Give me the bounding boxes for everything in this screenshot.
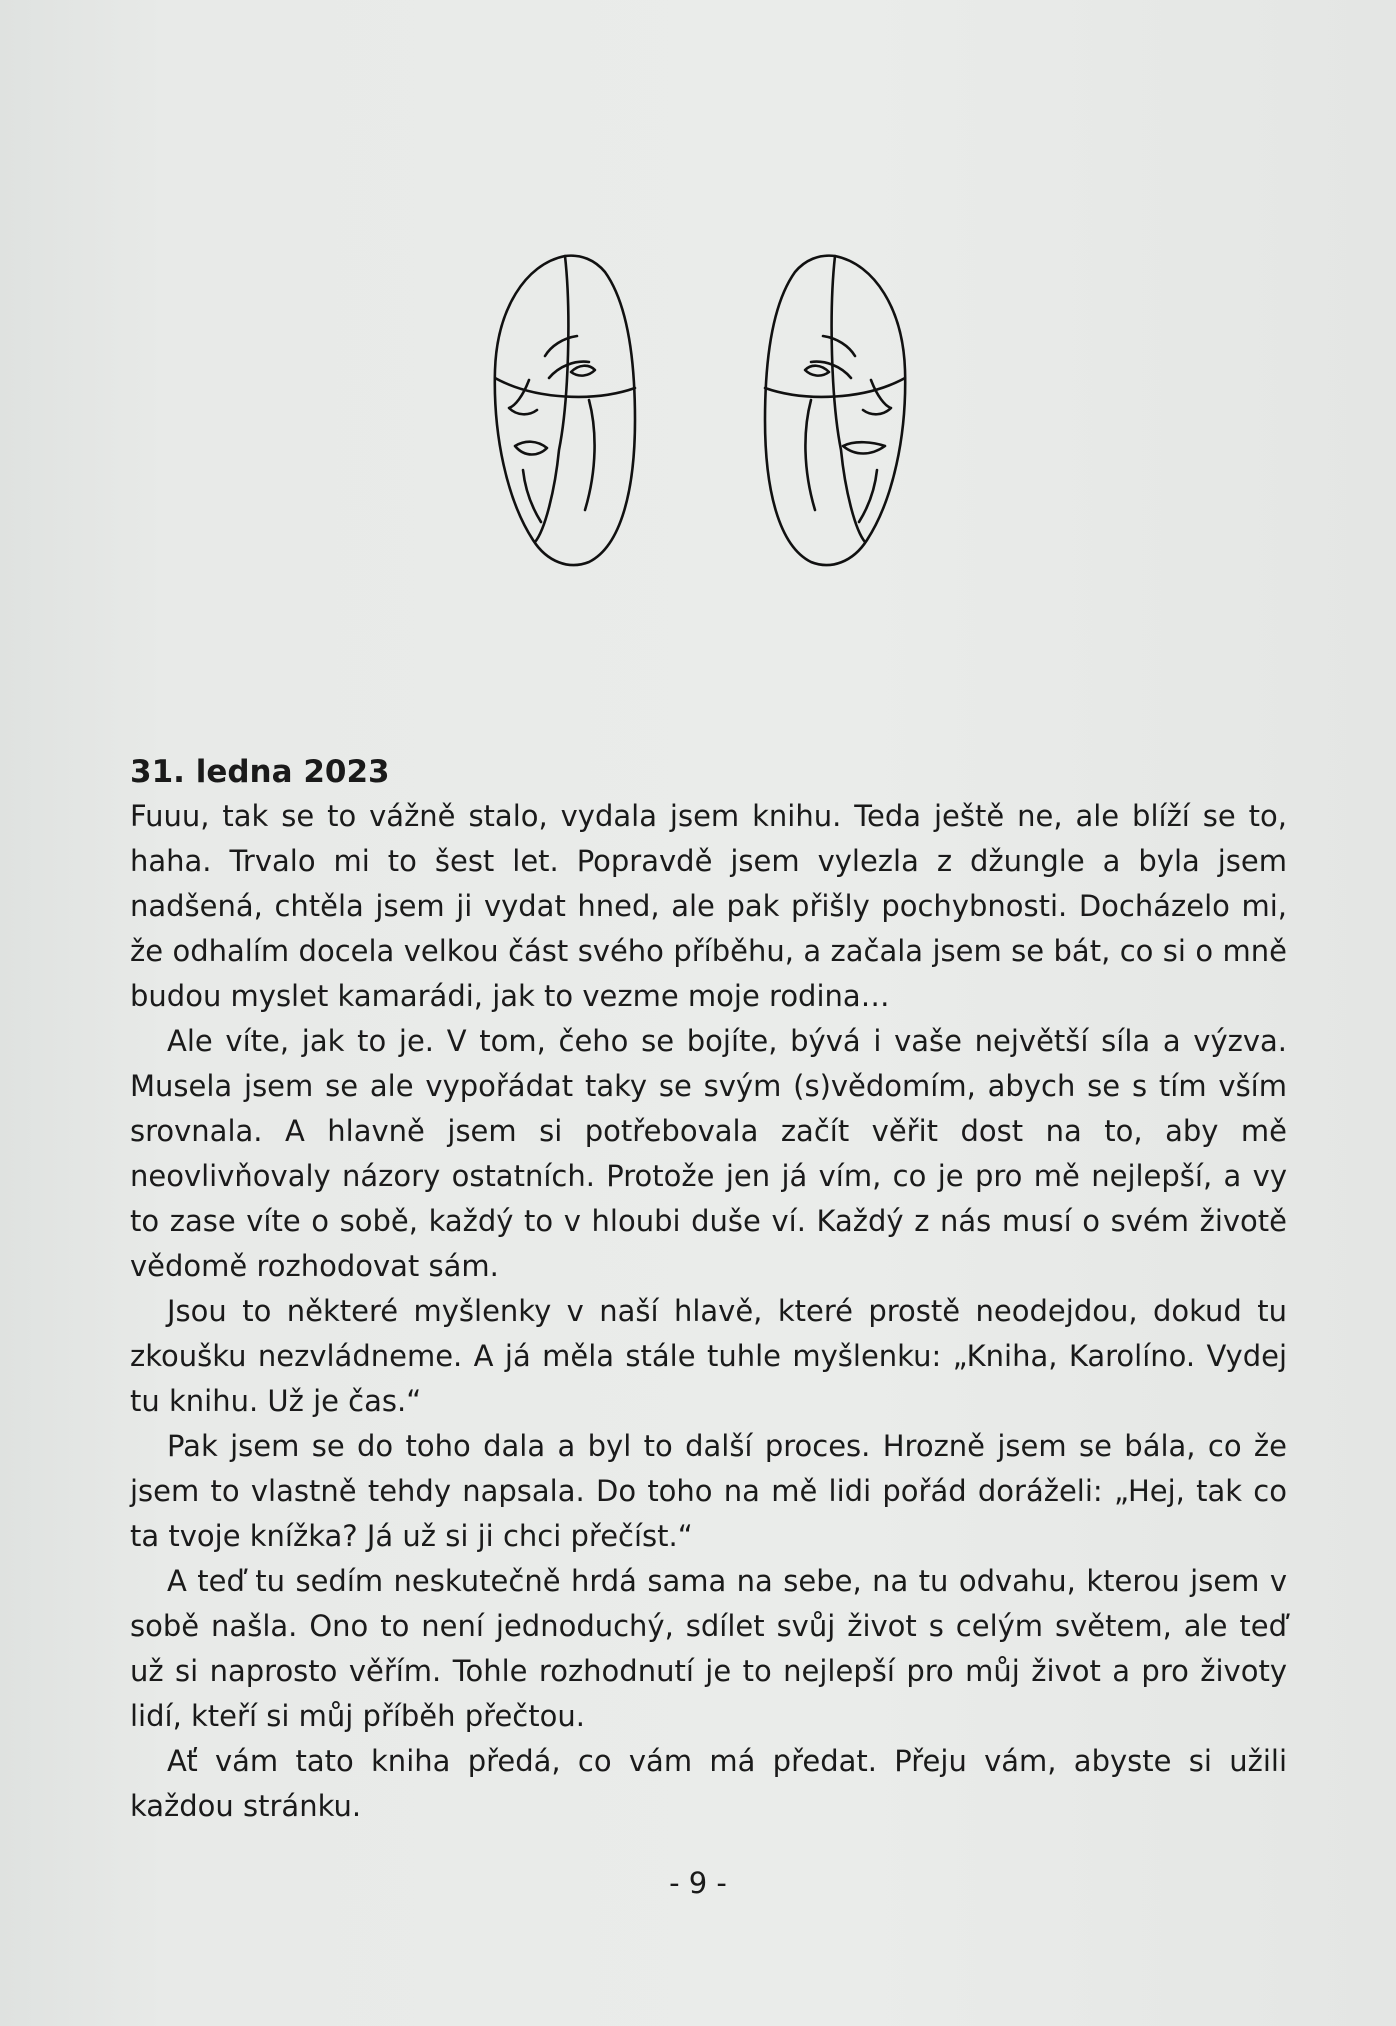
two-masks-icon (485, 250, 945, 580)
sad-mask-icon (495, 256, 635, 565)
paragraph-4: Pak jsem se do toho dala a byl to další proces. Hrozně jsem se bála, co že jsem to vlastně tehdy napsala. Do toho na mě lidi pořád doráželi: „Hej, tak co ta tvoje knížka? Já už si ji chci přečíst.“ (130, 1429, 1287, 1553)
diary-entry (130, 750, 1287, 1829)
paragraph-2: Ale víte, jak to je. V tom, čeho se bojíte, bývá i vaše největší síla a výzva. Musela jsem se ale vypořádat taky se svým (s)vědomím, abych se s tím vším srovnala. A hlavně jsem si potřebovala začít věřit dost na to, aby mě neovlivňovaly názory ostatních. Protože jen já vím, co je pro mě nejlepší, a vy to zase víte o sobě, každý to v hloubi duše ví. Každý z nás musí o svém životě vědomě rozhodovat sám. (130, 1024, 1287, 1283)
happy-mask-icon (765, 256, 905, 565)
paragraph-1: Fuuu, tak se to vážně stalo, vydala jsem knihu. Teda ještě ne, ale blíží se to, haha. Trvalo mi to šest let. Popravdě jsem vylezla z džungle a byla jsem nadšená, chtěla jsem ji vydat hned, ale pak přišly pochybnosti. Docházelo mi, že odhalím docela velkou část svého příběhu, a začala jsem se bát, co si o mně budou myslet kamarádi, jak to vezme moje rodina… (130, 799, 1287, 1013)
paragraph-6: Ať vám tato kniha předá, co vám má předat. Přeju vám, abyste si užili každou stránku. (130, 1744, 1287, 1823)
paragraph-3: Jsou to některé myšlenky v naší hlavě, které prostě neodejdou, dokud tu zkoušku nezvládneme. A já měla stále tuhle myšlenku: „Kniha, Karolíno. Vydej tu knihu. Už je čas.“ (130, 1294, 1287, 1418)
paragraph-5: A teď tu sedím neskutečně hrdá sama na sebe, na tu odvahu, kterou jsem v sobě našla. Ono to není jednoduchý, sdílet svůj život s celým světem, ale teď už si naprosto věřím. Tohle rozhodnutí je to nejlepší pro můj život a pro životy lidí, kteří si můj příběh přečtou. (130, 1564, 1287, 1733)
entry-date-heading: 31. ledna 2023 (130, 754, 390, 790)
page-number: - 9 - (669, 1866, 727, 1900)
